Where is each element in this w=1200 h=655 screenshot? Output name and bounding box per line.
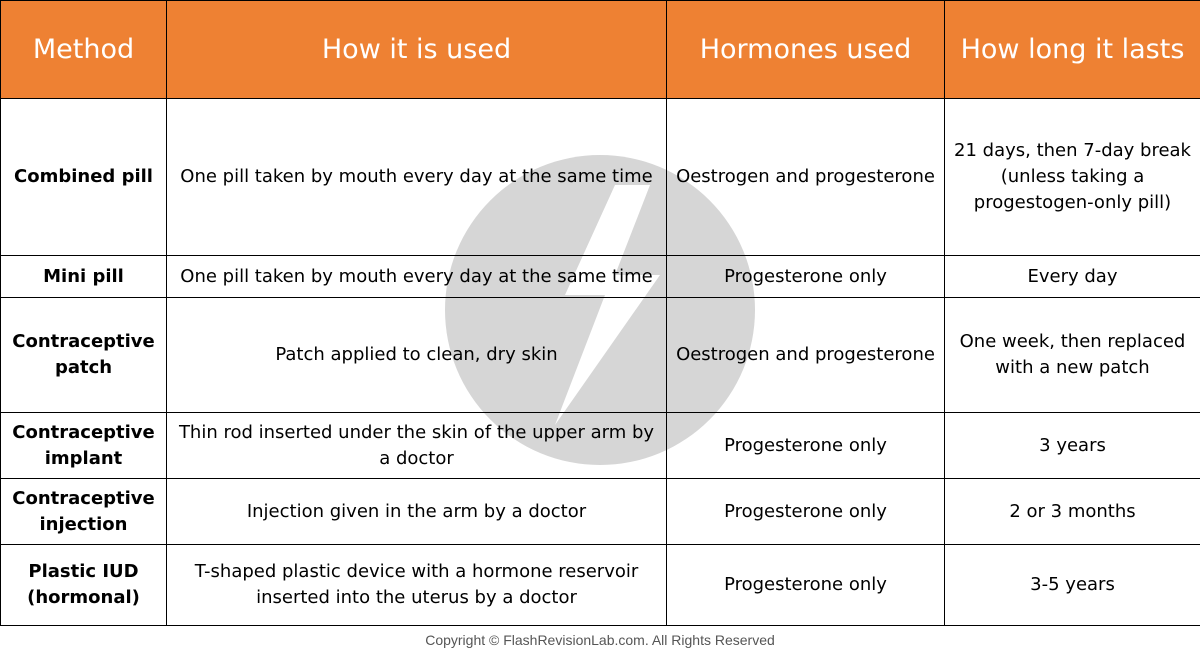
hormones-cell: Progesterone only xyxy=(667,545,945,626)
method-cell: Contraceptive injection xyxy=(1,479,167,545)
how-used-cell: Injection given in the arm by a doctor xyxy=(167,479,667,545)
how-used-cell: Patch applied to clean, dry skin xyxy=(167,298,667,413)
header-duration: How long it lasts xyxy=(945,1,1200,99)
duration-cell: 2 or 3 months xyxy=(945,479,1200,545)
how-used-cell: T-shaped plastic device with a hormone reservoir inserted into the uterus by a doctor xyxy=(167,545,667,626)
how-used-cell: One pill taken by mouth every day at the same time xyxy=(167,256,667,298)
table-row xyxy=(1,256,1200,298)
hormones-cell: Oestrogen and progesterone xyxy=(667,99,945,256)
method-cell: Plastic IUD (hormonal) xyxy=(1,545,167,626)
method-cell: Combined pill xyxy=(1,99,167,256)
hormones-cell: Progesterone only xyxy=(667,479,945,545)
table-row xyxy=(1,545,1200,626)
duration-cell: One week, then replaced with a new patch xyxy=(945,298,1200,413)
table-row xyxy=(1,479,1200,545)
table-row xyxy=(1,298,1200,413)
how-used-cell: One pill taken by mouth every day at the same time xyxy=(167,99,667,256)
hormones-cell: Progesterone only xyxy=(667,256,945,298)
how-used-cell: Thin rod inserted under the skin of the upper arm by a doctor xyxy=(167,413,667,479)
duration-cell: 21 days, then 7-day break (unless taking a progestogen-only pill) xyxy=(945,99,1200,256)
header-hormones: Hormones used xyxy=(667,1,945,99)
table-row xyxy=(1,413,1200,479)
duration-cell: 3-5 years xyxy=(945,545,1200,626)
table-header-row xyxy=(1,1,1200,99)
method-cell: Mini pill xyxy=(1,256,167,298)
hormones-cell: Oestrogen and progesterone xyxy=(667,298,945,413)
duration-cell: Every day xyxy=(945,256,1200,298)
duration-cell: 3 years xyxy=(945,413,1200,479)
method-cell: Contraceptive patch xyxy=(1,298,167,413)
header-method: Method xyxy=(1,1,167,99)
table-row xyxy=(1,99,1200,256)
copyright-footer: Copyright © FlashRevisionLab.com. All Rights Reserved xyxy=(425,632,775,648)
hormones-cell: Progesterone only xyxy=(667,413,945,479)
header-how-used: How it is used xyxy=(167,1,667,99)
method-cell: Contraceptive implant xyxy=(1,413,167,479)
